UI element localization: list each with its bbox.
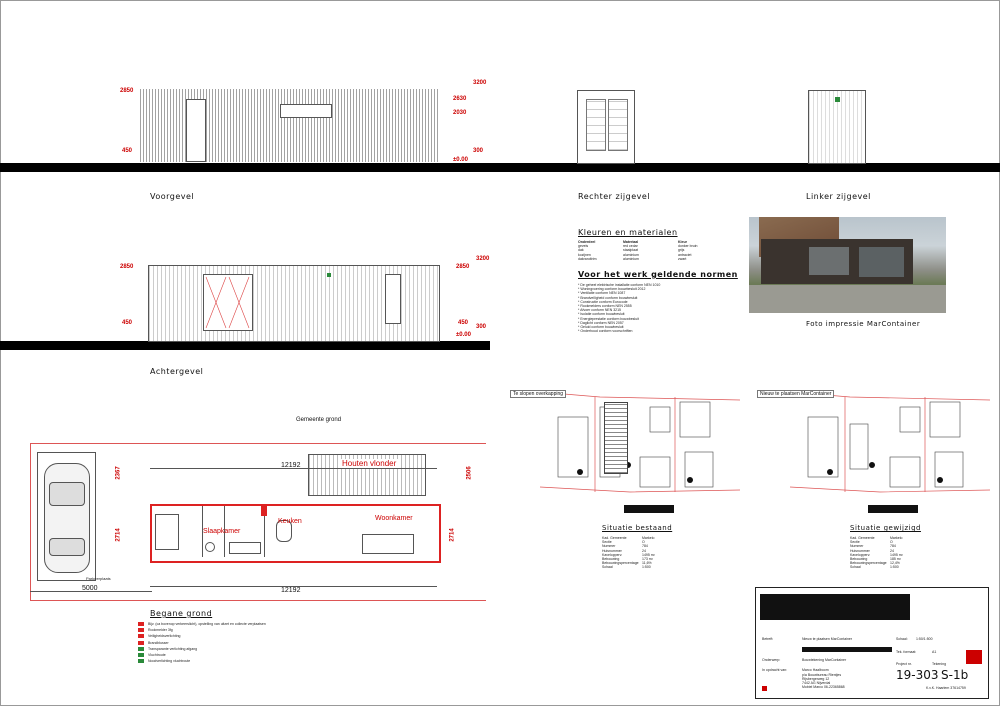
car-icon [44, 463, 90, 573]
redacted-text [802, 647, 892, 652]
cell: dakrandtrim [578, 256, 597, 261]
norm-line: * Woningvoering conform bouwbesluit 2012 [578, 287, 646, 292]
dim-label: 12192 [281, 587, 301, 594]
cell: kozijnen [578, 252, 591, 257]
table-row [602, 565, 692, 569]
cell: gevels [578, 244, 589, 249]
right-window [608, 99, 628, 151]
front-door [186, 99, 206, 162]
cell: Bebouwing [602, 557, 620, 562]
legend-text: Transparante verlichting afgang [148, 646, 198, 651]
room-label: Woonkamer [375, 515, 413, 522]
elevation-title: Rechter zijgevel [578, 192, 651, 201]
elevation-title: Linker zijgevel [806, 192, 871, 201]
floorplan-legend [138, 622, 288, 665]
cell: Bebouwing [850, 557, 868, 562]
floorplan-title: Begane grond [150, 609, 213, 618]
cell: 173 m² [642, 557, 653, 562]
cell: Kavelopperv. [602, 552, 623, 557]
norm-line: * Geluid conform bouwbesluit [578, 325, 624, 330]
left-facade [808, 90, 866, 164]
dim-label: 3200 [476, 256, 490, 262]
address-line: Mobiel Marco 06-22365868 [802, 685, 845, 690]
field-label: Betreft: [762, 637, 774, 641]
norms-list [578, 283, 728, 333]
address-line: p/a Bouwbureau Rientjes [802, 672, 842, 677]
redacted-logo [760, 594, 910, 620]
table-row [578, 257, 728, 261]
address-line: 7442 AG Nijverdal [802, 681, 831, 686]
dim-label: 2030 [453, 110, 467, 116]
cell: 11,6% [642, 561, 652, 566]
site-map-new [790, 362, 990, 502]
cell: grijs [678, 248, 685, 253]
cell: Sectie [602, 540, 612, 545]
dim-label: 450 [122, 148, 133, 154]
drawing-code: S-1b [941, 668, 969, 682]
dim-label: 2714 [449, 528, 456, 542]
front-facade-greenery [140, 89, 440, 162]
cell: Schaal [602, 565, 613, 570]
cell: 12,4% [890, 561, 900, 566]
kvk-footer: K.v.K. Haarlem 37614759 [926, 686, 966, 690]
cell: aluminium [623, 252, 639, 257]
sign-icon [835, 97, 840, 102]
dim-label: 2630 [453, 96, 467, 102]
schaal-value: 1:50/1:500 [916, 637, 933, 641]
cell: Huisnummer [850, 548, 870, 553]
legend-text: Rookmelder 3fg [148, 628, 173, 633]
bedroom [152, 506, 203, 557]
dim-label: 450 [458, 320, 469, 326]
table-row [850, 565, 940, 569]
cell: Kad. Gemeente [850, 536, 875, 540]
photo-window [859, 247, 904, 277]
ground-line-top [0, 163, 1000, 172]
norm-line: * Onderhoud conform voorschriften [578, 329, 633, 334]
legend-item [138, 634, 288, 638]
impression-photo [749, 217, 946, 313]
site-caption: Situatie gewijzigd [850, 524, 921, 532]
tek-format-label: Tek. formaat: [896, 650, 917, 654]
cell: 1495 m² [642, 552, 655, 557]
cell: Kavelopperv. [850, 552, 871, 557]
title-block [755, 587, 989, 699]
cell: 1:500 [642, 565, 651, 570]
norm-line: * Constructie conform Eurocode [578, 299, 628, 304]
door-cross-icon [204, 275, 252, 330]
legend-item [138, 628, 288, 632]
cell: Nummer [602, 544, 616, 549]
dim-label: 2506 [466, 466, 473, 480]
fire-extinguisher-icon [261, 506, 267, 516]
cell: Kad. Gemeente [602, 536, 627, 540]
field-value: Nieuw te plaatsen MarContainer [802, 637, 852, 641]
colors-table [578, 240, 728, 261]
field-value: Bouwtekening MarContainer [802, 658, 847, 663]
demolish-canopy [604, 402, 628, 474]
address-line: Rijsbergerweg 12 [802, 676, 830, 681]
site-map-lines [540, 362, 740, 502]
room-label: Slaapkamer [203, 528, 241, 535]
legend-text: Noodverlichting vluchtroute [148, 659, 191, 664]
elevation-title: Achtergevel [150, 367, 204, 376]
rear-sliding-door [203, 274, 253, 331]
sofa-icon [362, 534, 414, 554]
colors-title: Kleuren en materialen [578, 228, 678, 237]
dim-label: 2850 [120, 264, 134, 270]
rear-window [385, 274, 401, 324]
cell: donker bruin [678, 244, 698, 249]
sign-icon [327, 273, 331, 277]
norm-line: * Isolatie conform bouwbesluit [578, 312, 625, 317]
header-cell: Materiaal [623, 240, 639, 244]
cell: 1495 m² [890, 552, 903, 557]
legend-swatch [138, 634, 144, 638]
cell: 784 [890, 544, 896, 549]
legend-text: Brandblusser [148, 640, 169, 645]
parking-space [37, 452, 96, 581]
dim-label: 2850 [120, 88, 134, 94]
legend-swatch [138, 628, 144, 632]
dim-label: ±0.00 [453, 157, 468, 163]
dim-label: 3200 [473, 80, 487, 86]
norm-line: * Daglicht conform NEN 2057 [578, 320, 624, 325]
photo-window [809, 247, 849, 275]
bed-icon [155, 514, 179, 550]
schaal-label: Schaal: [896, 637, 908, 641]
site-label: Te slopen overkapping [510, 390, 566, 398]
tek-format-value: A1 [932, 650, 937, 654]
legend-item [138, 647, 288, 651]
field-label: Onderwerp: [762, 658, 781, 663]
logo-icon [762, 686, 767, 691]
norm-line: * Brandveiligheid conform bouwbesluit [578, 295, 638, 300]
cell: aluminium [623, 256, 639, 261]
dim-label: ±0.00 [456, 332, 471, 338]
room-label: Keuken [278, 518, 302, 525]
site-caption: Situatie bestaand [602, 524, 673, 532]
site-map-existing [540, 362, 740, 502]
dim-label: 300 [476, 324, 487, 330]
cell: antraciet [678, 252, 692, 257]
cell: Schaal [850, 565, 861, 570]
cell: Huisnummer [602, 548, 622, 553]
legend-swatch [138, 622, 144, 626]
site-data-table [602, 536, 692, 570]
front-window [280, 104, 332, 118]
dining-area [264, 506, 324, 557]
container-floorplan [150, 504, 441, 563]
field-row [762, 637, 912, 641]
site-map-lines [790, 362, 990, 502]
dim-label: 2714 [115, 528, 122, 542]
car-rear-window [49, 538, 85, 556]
site-data-table [850, 536, 940, 570]
legend-item [138, 641, 288, 645]
cell: zwart [678, 256, 687, 261]
redacted-address [624, 505, 674, 513]
right-facade [577, 90, 635, 164]
toilet-icon [205, 542, 215, 552]
field-label: In opdracht van: [762, 668, 788, 673]
kitchen-counter-icon [229, 542, 261, 554]
site-label: Nieuw te plaatsen MarContainer [757, 390, 834, 398]
cell: staalplaat [623, 248, 638, 253]
cell: red cedar [623, 244, 638, 249]
header-cell: Kleur [678, 240, 687, 244]
cell: Markelo [642, 536, 655, 540]
deck-label: Houten vlonder [342, 459, 397, 468]
cell: 1:500 [890, 565, 899, 570]
legend-text: Vluchtroute [148, 653, 166, 658]
dim-label: 12192 [281, 462, 301, 469]
redacted-address [868, 505, 918, 513]
norm-line: * Ventilatie conform NEN 1087 [578, 291, 626, 296]
norm-line: * Energieprestatie conform bouwbesluit [578, 316, 639, 321]
cell: Markelo [890, 536, 903, 540]
dim-label: 2367 [115, 466, 122, 480]
dim-label: 300 [473, 148, 484, 154]
cell: Bebouwingspercentage [602, 561, 639, 566]
right-window [586, 99, 606, 151]
cell: Bebouwingspercentage [850, 561, 887, 566]
dim-label: 450 [122, 320, 133, 326]
cell: 784 [642, 544, 648, 549]
cell: dak [578, 248, 584, 253]
legend-swatch [138, 641, 144, 645]
legend-text: Bijv. (ca bovenop verkeerslicht), opstelling van uitzet en collecte verplaatsen [148, 622, 266, 626]
legend-swatch [138, 653, 144, 657]
dim-label: 2850 [456, 264, 470, 270]
header-cell: Onderdeel [578, 240, 596, 244]
stamp-icon [966, 650, 982, 664]
legend-swatch [138, 659, 144, 663]
cell: 24 [890, 548, 894, 553]
cell: O [642, 540, 645, 545]
field-row [762, 658, 912, 662]
legend-item [138, 653, 288, 657]
legend-text: Veiligheidsverlichting [148, 634, 181, 639]
project-label: Project nr. [896, 662, 912, 666]
cell: Nummer [850, 544, 864, 549]
norm-line: * Rookmelders conform NEN 2555 [578, 304, 632, 309]
cell: O [890, 540, 893, 545]
legend-item [138, 659, 288, 663]
photo-caption: Foto impressie MarContainer [806, 320, 921, 328]
car-windshield [49, 482, 85, 506]
parking-label: Parkeerplaats [86, 576, 111, 581]
norm-line: * De geheel elektrische installatie conform NEN 1010 [578, 283, 661, 287]
tekening-label: Tekening [932, 662, 947, 666]
title-fields [762, 637, 912, 689]
photo-pavement [749, 285, 946, 313]
elevation-title: Voorgevel [150, 192, 195, 201]
norm-line: * Afvoer conform NEN 3215 [578, 308, 621, 313]
ground-line-mid [0, 341, 490, 350]
cell: 185 m² [890, 557, 901, 562]
cell: 24 [642, 548, 646, 553]
legend-swatch [138, 647, 144, 651]
dim-label: 5000 [82, 585, 98, 592]
cell: Sectie [850, 540, 860, 545]
field-value: Marco Haalboom [802, 668, 829, 673]
gemeente-grond-label: Gemeente grond [296, 417, 342, 423]
project-number: 19-303 [896, 668, 939, 682]
legend-item [138, 622, 288, 626]
norms-title: Voor het werk geldende normen [578, 270, 738, 279]
